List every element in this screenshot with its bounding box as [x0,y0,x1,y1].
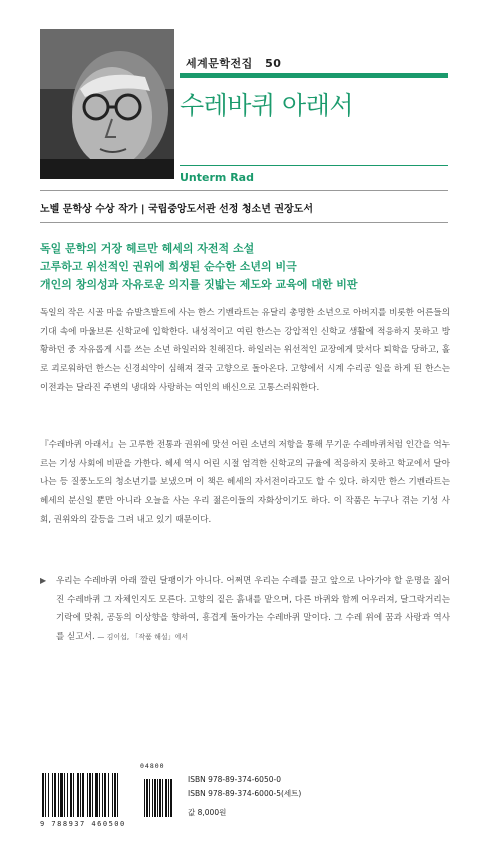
award-line: 노벨 문학상 수상 작가 | 국립중앙도서관 선정 청소년 권장도서 [40,204,314,215]
divider-top [40,190,448,191]
series-label [186,55,281,71]
author-portrait [40,29,174,179]
highlight-item: 개인의 창의성과 자유로운 의지를 짓밟는 제도와 교육에 대한 비판 [40,278,358,291]
highlight-item: 독일 문학의 거장 헤르만 헤세의 자전적 소설 [40,242,255,255]
series-number: 50 [265,57,282,70]
barcode-digits: 9 788937 460500 [40,820,126,828]
commentary-paragraph: 『수레바퀴 아래서』는 고루한 전통과 권위에 맞선 어린 소년의 저항을 통해 무기운 수레바퀴처럼 인간을 억누르는 기성 사회에 비판을 가한다. 헤세 역시 어린 시절 엄격한 신학교의 규율에 적응하지 못하고 학교에서 달아나는 등 질풍노도의 청소년기를 보냈으며 이 책은 헤세의 자서전이라고도 할 수 있다. 하지만 한스 기벤라트는 헤세의 분신일 뿐만 아니라 오늘을 사는 우리 젊은이들의 자화상이기도 하다. 이 작품은 누구나 겪는 기성 사회, 권위와의 갈등을 그려 내고 있기 때문이다. [40,440,450,525]
synopsis-paragraph: 독일의 작은 시골 마을 슈발츠발트에 사는 한스 기벤라트는 유달리 총명한 소년으로 아버지를 비롯한 어른들의 기대 속에 마울브론 신학교에 입학한다. 내성적이고 여린 한스는 강압적인 신학교 생활에 적응하지 못하고 방황하던 중 자유롭게 시를 쓰는 소년 하일러와 친해진다. 하일러는 위선적인 교장에게 맞서다 퇴학을 당하고, 홀로 괴로워하던 한스는 신경쇠약이 심해져 결국 고향으로 돌아온다. 고향에서 시계 수리공 일을 하게 된 한스는 이전과는 달라진 주변의 냉대와 사랑하는 여인의 배신으로 고통스러워한다. [40,308,450,393]
quote-text [56,572,450,647]
quote-source: — 김이섭, 「작품 해설」에서 [97,633,189,642]
accent-divider [180,165,448,166]
triangle-bullet-icon: ▶ [40,576,47,585]
original-title: Unterm Rad [180,171,254,184]
isbn-line: ISBN 978-89-374-6050-0 [188,775,281,784]
book-title: 수레바퀴 아래서 [180,91,353,120]
price: 값 8,000원 [188,808,227,817]
divider-bottom [40,222,448,223]
quote-body: 우리는 수레바퀴 아래 깔린 달팽이가 아니다. 어쩌면 우리는 수레를 끌고 앞으로 나아가야 할 운명을 짊어진 수레바퀴 그 자체인지도 모른다. 고향의 짙은 흙내를 맡으며, 다른 바퀴와 함께 어우러져, 달그락거리는 기락에 맞춰, 공동의 이상향을 향하여, 흥겹게 돌아가는 수레바퀴 말이다. 그 수레 위에 꿈과 사랑과 역사를 싣고서. [56,576,450,643]
highlight-list [40,240,450,294]
barcode [40,769,180,825]
accent-bar [180,73,448,78]
highlight-item: 고루하고 위선적인 권위에 희생된 순수한 소년의 비극 [40,260,297,273]
barcode-addon: 04800 [140,762,165,770]
isbn-set-line: ISBN 978-89-374-6000-5(세트) [188,789,302,798]
series-name: 세계문학전집 [186,57,253,70]
